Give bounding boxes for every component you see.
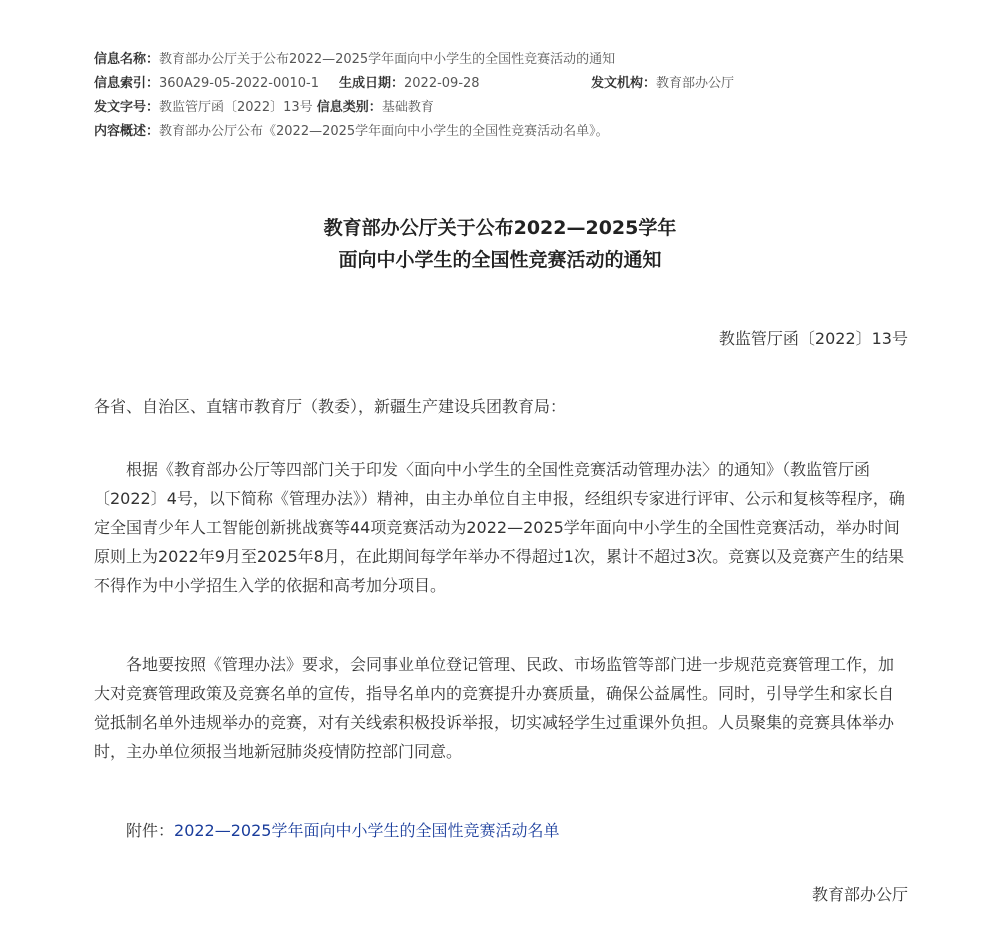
meta-name-value: 教育部办公厅关于公布2022—2025学年面向中小学生的全国性竞赛活动的通知 bbox=[159, 52, 616, 67]
meta-org-value: 教育部办公厅 bbox=[656, 76, 735, 91]
meta-category-label: 信息类别： bbox=[316, 100, 382, 115]
meta-org-label: 发文机构： bbox=[591, 76, 657, 91]
addressee: 各省、自治区、直辖市教育厅（教委），新疆生产建设兵团教育局： bbox=[94, 397, 567, 416]
meta-date-value: 2022-09-28 bbox=[404, 76, 480, 91]
body-paragraph-2: 各地要按照《管理办法》要求，会同事业单位登记管理、民政、市场监管等部门进一步规范竞赛管理工作，加大对竞赛管理政策及竞赛名单的宣传，指导名单内的竞赛提升办赛质量，确保公益属性。同时，引导学生和家长自觉抵制名单外违规举办的竞赛，对有关线索积极投诉举报，切实减轻学生过重课外负担。人员聚集的竞赛具体举办时，主办单位须报当地新冠肺炎疫情防控部门同意。 bbox=[94, 655, 895, 761]
meta-docno-value: 教监管厅函〔2022〕13号 bbox=[159, 100, 313, 115]
document-title-line-2: 面向中小学生的全国性竞赛活动的通知 bbox=[338, 249, 662, 271]
meta-summary-value: 教育部办公厅公布《2022—2025学年面向中小学生的全国性竞赛活动名单》。 bbox=[159, 124, 609, 139]
meta-row-summary bbox=[94, 120, 914, 144]
document-metadata bbox=[94, 48, 914, 144]
meta-date-label: 生成日期： bbox=[339, 76, 405, 91]
signature: 教育部办公厅 bbox=[811, 885, 908, 904]
meta-category-value: 基础教育 bbox=[381, 100, 434, 115]
meta-summary-label: 内容概述： bbox=[94, 124, 160, 139]
meta-name-label: 信息名称： bbox=[94, 52, 160, 67]
document-number: 教监管厅函〔2022〕13号 bbox=[718, 329, 908, 348]
meta-row-name bbox=[94, 48, 914, 72]
attachment bbox=[126, 818, 559, 841]
meta-docno-label: 发文字号： bbox=[94, 100, 160, 115]
document-title-line-1: 教育部办公厅关于公布2022—2025学年 bbox=[323, 217, 677, 239]
meta-index-value: 360A29-05-2022-0010-1 bbox=[159, 76, 320, 91]
meta-row-index bbox=[94, 72, 914, 96]
attachment-label: 附件： bbox=[126, 821, 175, 840]
attachment-link[interactable]: 2022—2025学年面向中小学生的全国性竞赛活动名单 bbox=[174, 821, 560, 840]
meta-index-label: 信息索引： bbox=[94, 76, 160, 91]
meta-row-docno bbox=[94, 96, 914, 120]
body-paragraph-1: 根据《教育部办公厅等四部门关于印发〈面向中小学生的全国性竞赛活动管理办法〉的通知》（教监管厅函〔2022〕4号，以下简称《管理办法》）精神，由主办单位自主申报，经组织专家进行评审、公示和复核等程序，确定全国青少年人工智能创新挑战赛等44项竞赛活动为2022—2025学年面向中小学生的全国性竞赛活动，举办时间原则上为2022年9月至2025年8月，在此期间每学年举办不得超过1次，累计不超过3次。竞赛以及竞赛产生的结果不得作为中小学招生入学的依据和高考加分项目。 bbox=[94, 460, 905, 595]
